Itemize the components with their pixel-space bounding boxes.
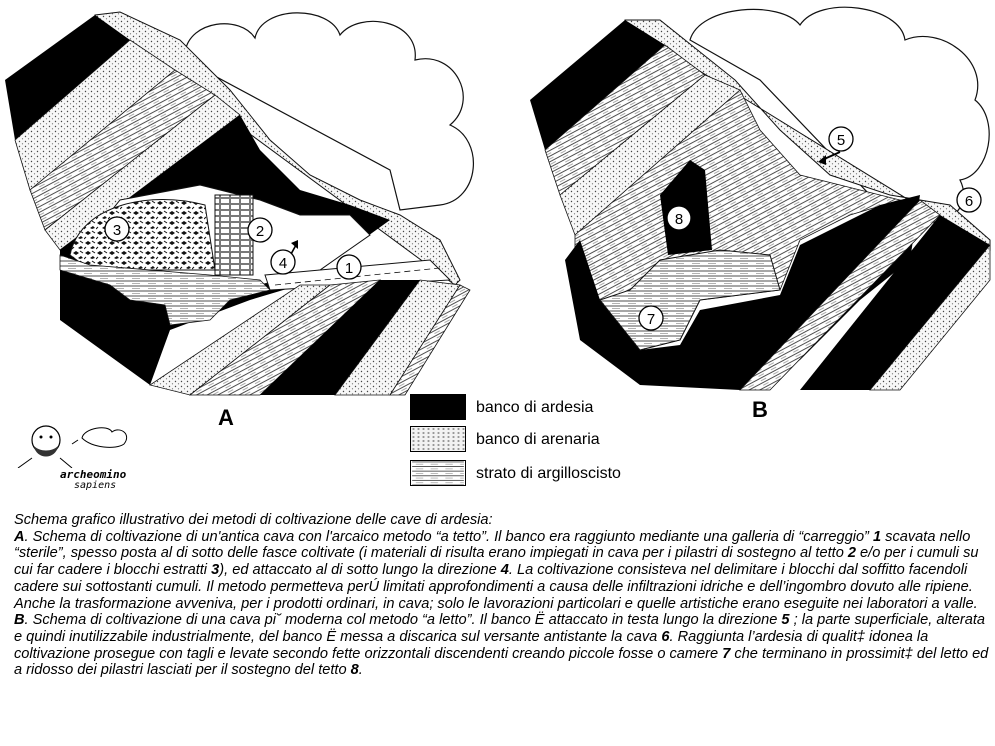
svg-text:5: 5 bbox=[836, 132, 846, 149]
legend-swatch-argilloscisto bbox=[410, 460, 466, 486]
legend-label-arenaria: banco di arenaria bbox=[476, 431, 600, 448]
panel-b bbox=[530, 7, 990, 390]
svg-text:7: 7 bbox=[646, 311, 656, 328]
logo-text-archeomino: archeomino bbox=[60, 468, 127, 481]
marker-a-4 bbox=[271, 250, 295, 274]
legend-label-argilloscisto: strato di argilloscisto bbox=[476, 465, 621, 482]
pillar-2 bbox=[215, 195, 253, 275]
marker-b-7 bbox=[639, 306, 663, 330]
caption-title: Schema grafico illustrativo dei metodi di coltivazione delle cave di ardesia: bbox=[14, 512, 493, 528]
marker-b-6 bbox=[957, 188, 981, 212]
marker-b-8 bbox=[667, 206, 691, 230]
caveman-icon bbox=[12, 418, 152, 468]
caption-b: B. Schema di coltivazione di una cava pi˘ moderna col metodo “a letto”. Il banco Ë attaccato in testa lungo la direzione 5 ; la parte superficiale, alterata e quindi inutilizzabile industrialmente, del banco Ë messa a discarica sul versante antistante la cava 6. Raggiunta l’ardesia di qualit‡ idonea la coltivazione prosegue con tagli e levate secondo fette orizzontali discendenti creando piccole fosse o camere 7 che terminano in prossimit‡ del letto ed a ridosso dei pilastri lasciati per il sostegno del tetto 8. bbox=[14, 612, 989, 679]
marker-b-5 bbox=[829, 127, 853, 151]
legend-item-argilloscisto bbox=[410, 460, 670, 490]
caption-a: A. Schema di coltivazione di un'antica cava con l'arcaico metodo “a tetto”. Il banco era raggiunto mediante una galleria di “carreggio” 1 scavata nello “sterile”, spesso posta al di sotto delle fasce coltivate (i materiali di risulta erano impiegati in cava per i pilastri di sostegno al tetto 2 e/o per i cumuli su cui far cadere i blocchi estratti 3), ed attaccato al di sotto lungo la direzione 4. La coltivazione consisteva nel delimitare i blocchi dal soffitto facendoli cadere sui sottostanti cumuli. Il metodo permetteva perÚ limitati approfondimenti a causa delle infiltrazioni idriche e dell’ingombro dovuto alle ripiene. Anche la trasformazione avveniva, per i prodotti ordinari, in cava; solo le lavorazioni particolari e quelle artistiche erano eseguite nei laboratori a valle. bbox=[14, 528, 979, 612]
svg-text:2: 2 bbox=[255, 223, 265, 240]
archeomino-logo bbox=[12, 418, 152, 496]
legend-label-ardesia: banco di ardesia bbox=[476, 399, 594, 416]
legend-item-arenaria bbox=[410, 426, 670, 456]
marker-a-1 bbox=[337, 255, 361, 279]
marker-a-2 bbox=[248, 218, 272, 242]
panel-a-label: A bbox=[218, 405, 234, 430]
svg-text:4: 4 bbox=[278, 255, 288, 272]
svg-text:1: 1 bbox=[344, 260, 354, 277]
marker-a-3 bbox=[105, 217, 129, 241]
svg-text:3: 3 bbox=[112, 222, 122, 239]
svg-text:6: 6 bbox=[964, 193, 974, 210]
svg-text:8: 8 bbox=[674, 211, 684, 228]
legend-swatch-ardesia bbox=[410, 394, 466, 420]
logo-text-sapiens: sapiens bbox=[74, 480, 117, 491]
legend-swatch-arenaria bbox=[410, 426, 466, 452]
caption bbox=[14, 512, 989, 679]
legend-item-ardesia bbox=[410, 394, 670, 424]
panel-b-label: B bbox=[752, 397, 768, 422]
panel-a bbox=[5, 12, 473, 395]
